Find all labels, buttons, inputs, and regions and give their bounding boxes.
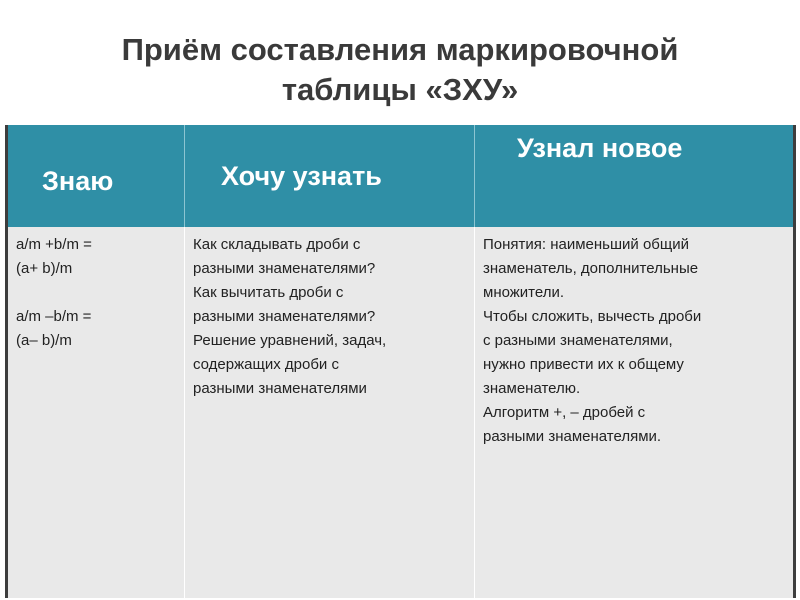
formula-addition-line-1: a/m +b/m =: [16, 236, 92, 253]
formula-addition-line-2: (a+ b)/m: [16, 260, 73, 277]
learned-line: нужно привести их к общему: [483, 356, 684, 373]
cell-know: [7, 227, 185, 598]
learned-line: знаменателю.: [483, 380, 581, 397]
want-line: Как складывать дроби с: [193, 236, 361, 253]
header-know: Знаю: [7, 125, 185, 227]
want-line: разными знаменателями: [193, 380, 367, 397]
zhu-table: [5, 125, 796, 598]
formula-subtraction-line-1: a/m –b/m =: [16, 308, 92, 325]
cell-learned: [475, 227, 795, 598]
want-line: содержащих дроби с: [193, 356, 339, 373]
want-line: разными знаменателями?: [193, 308, 376, 325]
learned-line: знаменатель, дополнительные: [483, 260, 699, 277]
learned-line: с разными знаменателями,: [483, 332, 673, 349]
cell-want-to-know: [185, 227, 475, 598]
formula-subtraction-line-2: (a– b)/m: [16, 332, 72, 349]
want-line: Как вычитать дроби с: [193, 284, 344, 301]
want-line: Решение уравнений, задач,: [193, 332, 387, 349]
learned-line: Чтобы сложить, вычесть дроби: [483, 308, 702, 325]
spacer: [16, 281, 176, 305]
header-want-to-know: Хочу узнать: [185, 125, 475, 227]
learned-line: Понятия: наименьший общий: [483, 236, 689, 253]
learned-line: Алгоритм +, – дробей с: [483, 404, 646, 421]
learned-line: разными знаменателями.: [483, 428, 662, 445]
table-row: [7, 227, 795, 598]
learned-line: множители.: [483, 284, 565, 301]
want-line: разными знаменателями?: [193, 260, 376, 277]
slide-title-line-1: Приём составления маркировочной: [121, 32, 679, 67]
slide-title: [40, 30, 760, 110]
table-header-row: [7, 125, 795, 227]
slide-title-line-2: таблицы «ЗХУ»: [281, 72, 519, 107]
header-learned: Узнал новое: [475, 125, 795, 227]
